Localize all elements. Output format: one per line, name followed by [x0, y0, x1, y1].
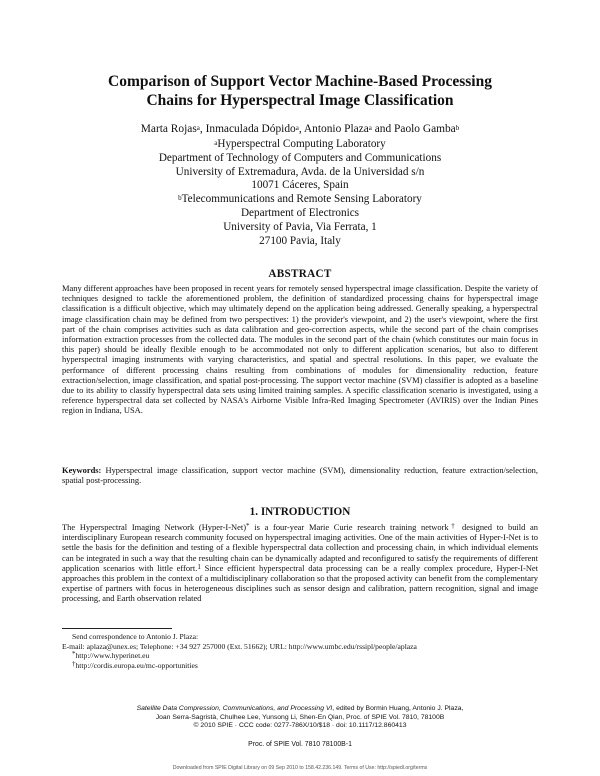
affiliation-mark: b [178, 194, 182, 203]
affiliation-line: 10071 Cáceres, Spain [251, 179, 349, 192]
reference-mark: 1 [197, 562, 201, 571]
affiliation-mark: a [214, 139, 218, 147]
affiliation-line: Department of Technology of Computers and Communications [158, 151, 442, 164]
footnotes [62, 632, 538, 670]
abstract-text: Many different approaches have been proposed in recent years for remotely sensed hyperspectral image classification. Despite the variety of techniques designed to tackle the aforementioned problem, the definition of standardized processing chains for hyperspectral image classification is a difficult objective, which may ultimately depend on the application being addressed. Generally speaking, a hyperspectral image classification chain may be defined from two perspectives: 1) the provider's viewpoint, and 2) the user's viewpoint, where the first part of the chain comprises activities such as data calibration and geo-correction aspects, while the second part of the chain comprises information extraction processes from the collected data. The modules in the second part of the chain (which constitutes our main focus in this paper) should be ideally flexible enough to be accommodated not only to different application scenarios, but also to different hyperspectral imaging instruments with varying characteristics, and spatial and spectral resolutions. In this paper, we evaluate the performance of different processing chains resulting from combinations of modules for dimensionality reduction, feature extraction/selection, image classification, and spatial post-processing. The support vector machine (SVM) classifier is adopted as a baseline due to its ability to classify hyperspectral data sets using limited training samples. A specific classification scenario is investigated, using a reference hyperspectral data set collected by NASA's Airborne Visible Infra-Red Imaging Spectrometer (AVIRIS) over the Indian Pines region in Indiana, USA. [62, 283, 538, 416]
author-name: Inmaculada Dópido [205, 123, 296, 135]
author-affiliation-mark: a [368, 124, 372, 132]
keywords-text: Hyperspectral image classification, support vector machine (SVM), dimensionality reduction, feature extraction/selection, spatial post-processing. [62, 465, 538, 486]
page-footer: Proc. of SPIE Vol. 7810 78100B-1 [248, 741, 352, 748]
affiliation-line: University of Pavia, Via Ferrata, 1 [223, 220, 377, 233]
paper-title [40, 72, 560, 110]
footnote-mark: † [448, 522, 458, 530]
affiliation-line: 27100 Pavia, Italy [259, 234, 341, 247]
correspondence-note: Send correspondence to Antonio J. Plaza: [72, 632, 199, 641]
introduction-paragraph [62, 522, 538, 604]
citation-line: © 2010 SPIE · CCC code: 0277-786X/10/$18 · doi: 10.1117/12.860413 [193, 722, 407, 730]
footnote-divider [62, 628, 172, 629]
citation-line [90, 705, 510, 714]
author-separator: and [371, 123, 395, 135]
author-name: Paolo Gamba [394, 123, 456, 135]
affiliation-line: University of Extremadura, Avda. de la Universidad s/n [175, 165, 425, 178]
footnote-link[interactable]: http://www.hyperinet.eu [75, 651, 150, 661]
keywords [62, 465, 538, 485]
footnote-mark: † [72, 659, 76, 668]
footnote-link[interactable]: http://cordis.europa.eu/mc-opportunities [75, 660, 198, 670]
affiliation-text: Hyperspectral Computing Laboratory [217, 138, 386, 150]
author-name: Antonio Plaza [303, 123, 369, 135]
journal-title: Satellite Data Compression, Communications, and Processing VI [136, 705, 333, 712]
keywords-label: Keywords: [62, 465, 102, 475]
affiliation-text: Telecommunications and Remote Sensing Laboratory [181, 193, 422, 206]
abstract-heading: ABSTRACT [268, 268, 332, 280]
author-name: Marta Rojas [140, 123, 197, 135]
affiliation-line [40, 138, 560, 152]
author-affiliation-mark: a [295, 124, 299, 132]
contact-line: E-mail: aplaza@unex.es; Telephone: +34 927 257000 (Ext. 51662); URL: http://www.umbc.edu/rssipl/people/aplaza [62, 641, 417, 651]
download-notice: Downloaded from SPIE Digital Library on 09 Sep 2010 to 158.42.236.149. Terms of Use: http://spiedl.org/terms [172, 765, 428, 771]
citation-block [90, 705, 510, 731]
title-line-1: Comparison of Support Vector Machine-Based Processing [108, 73, 492, 90]
citation-editors: , edited by Bormin Huang, Antonio J. Plaza, [332, 705, 464, 712]
footnote-item [62, 661, 538, 671]
intro-text: The Hyperspectral Imaging Network (Hyper-I-Net) [62, 522, 247, 532]
title-line-2: Chains for Hyperspectral Image Classification [146, 92, 454, 109]
author-separator: , [298, 123, 304, 135]
intro-text: Since efficient hyperspectral data processing can be a really complex procedure, Hyper-I-Net approaches this problem in the context of a multidisciplinary collaboration so that the proposed activity can benefit from the complementary expertise of partners with focus in heterogeneous disciplines such as sensor design and calibration, pattern recognition, signal and image processing, and Earth observation related [62, 562, 538, 604]
citation-line: Joan Serra-Sagristà, Chulhee Lee, Yunsong Li, Shen-En Qian, Proc. of SPIE Vol. 7810, 78100B [155, 713, 445, 721]
author-affiliation-mark: b [455, 124, 460, 132]
footnote-mark: * [72, 650, 76, 659]
footnote-item [62, 651, 538, 661]
author-separator: , [199, 123, 206, 135]
author-list [40, 122, 560, 136]
affiliation-line [40, 193, 560, 207]
author-affiliation-mark: a [196, 124, 200, 132]
intro-text: is a four-year Marie Curie research training network [249, 522, 449, 532]
intro-text: designed to build an interdisciplinary European research community focused on hyperspectral imaging activities. One of the main activities of Hyper-I-Net is to settle the basis for the definition and testing of a flexible hyperspectral data collection and processing chain, in which individual elements can be integrated in such a way that the resulting chain can be dynamically adapted and reconfigured to satisfy the requirements of different application scenarios with little effort. [62, 522, 538, 573]
footnote-mark: * [246, 522, 250, 530]
affiliation-line: Department of Electronics [240, 206, 360, 219]
section-heading-introduction: 1. INTRODUCTION [249, 506, 351, 518]
affiliations [40, 138, 560, 248]
